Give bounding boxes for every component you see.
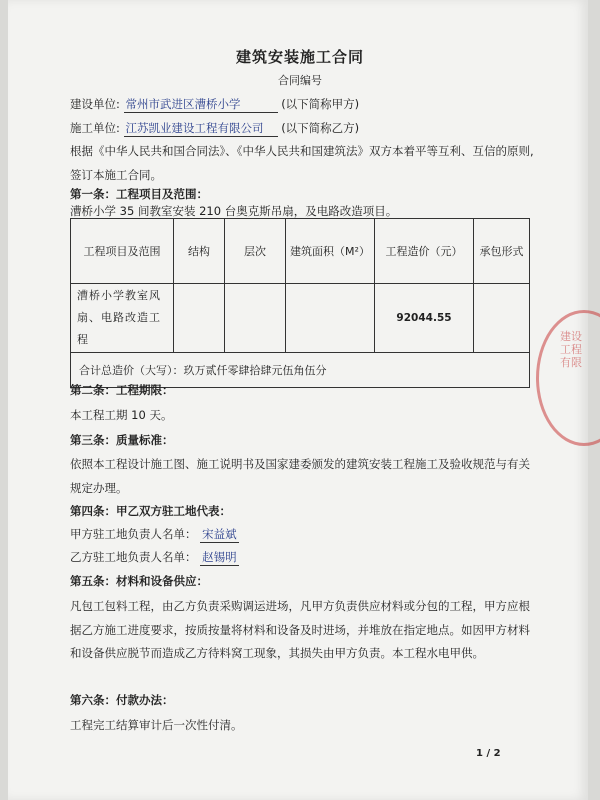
contract-type-cell [474, 284, 530, 353]
party-b-line [70, 120, 359, 137]
article-1-desc: 漕桥小学 35 间教室安装 210 台奥克斯吊扇，及电路改造项目。 [70, 204, 398, 218]
party-a-rep-name: 宋益斌 [202, 527, 237, 541]
party-b-label: 施工单位: [70, 121, 120, 135]
project-scope-table [70, 218, 530, 388]
article-5-line-1: 凡包工包料工程，由乙方负责采购调运进场，凡甲方负责供应材料或分包的工程，甲方应根 [70, 599, 530, 613]
article-4-heading: 第四条：甲乙双方驻工地代表： [70, 504, 231, 518]
article-1-heading: 第一条：工程项目及范围： [70, 187, 208, 201]
table-header-cell: 层次 [225, 219, 286, 284]
table-header-cell: 工程造价（元） [375, 219, 474, 284]
contract-number-label: 合同编号 [278, 74, 322, 87]
party-b-rep-label: 乙方驻工地负责人名单： [70, 550, 197, 564]
cost-cell: 92044.55 [375, 284, 474, 353]
total-cost-cell: 合计总造价（大写）：玖万贰仟零肆拾肆元伍角伍分 [71, 353, 530, 388]
party-a-suffix: (以下简称甲方) [281, 97, 360, 111]
project-line-2: 扇、电路改造工程 [77, 311, 161, 346]
party-a-rep-label: 甲方驻工地负责人名单： [70, 527, 197, 541]
article-5-line-3: 和设备供应脱节而造成乙方待料窝工现象，其损失由甲方负责。本工程水电甲供。 [70, 646, 484, 660]
table-header-cell: 承包形式 [474, 219, 530, 284]
party-b-rep-line [70, 549, 239, 566]
table-header-row [71, 219, 530, 284]
party-a-rep-line [70, 526, 239, 543]
party-b-name: 江苏凯业建设工程有限公司 [124, 120, 278, 137]
preamble-line-2: 签订本施工合同。 [70, 168, 162, 182]
contract-title: 建筑安装施工合同 [235, 48, 364, 66]
party-b-rep-name: 赵锡明 [202, 550, 237, 564]
project-line-1: 漕桥小学教室风 [77, 289, 161, 302]
area-cell [286, 284, 375, 353]
table-header-cell: 结构 [174, 219, 225, 284]
table-row [71, 284, 530, 353]
article-3-heading: 第三条：质量标准： [70, 433, 174, 447]
party-a-line [70, 96, 359, 113]
project-cell [71, 284, 174, 353]
table-header-cell: 建筑面积（M²） [286, 219, 375, 284]
article-2-heading: 第二条：工程期限： [70, 383, 174, 397]
article-5-line-2: 据乙方施工进度要求，按质按量将材料和设备及时进场，并堆放在指定地点。如因甲方材料 [70, 623, 530, 637]
article-2-text: 本工程工期 10 天。 [70, 408, 173, 422]
seal-text: 建设工程有限 [560, 330, 582, 369]
article-6-text: 工程完工结算审计后一次性付清。 [70, 718, 243, 732]
level-cell [225, 284, 286, 353]
table-header-cell: 工程项目及范围 [71, 219, 174, 284]
article-5-heading: 第五条：材料和设备供应： [70, 574, 208, 588]
article-3-line-1: 依照本工程设计施工图、施工说明书及国家建委颁发的建筑安装工程施工及验收规范与有关 [70, 457, 530, 471]
preamble-line-1: 根据《中华人民共和国合同法》、《中华人民共和国建筑法》双方本着平等互利、互信的原则, [70, 144, 534, 158]
party-b-suffix: (以下简称乙方) [281, 121, 360, 135]
page-number: 1 / 2 [476, 748, 501, 759]
article-3-line-2: 规定办理。 [70, 481, 128, 495]
party-a-name: 常州市武进区漕桥小学 [124, 96, 278, 113]
structure-cell [174, 284, 225, 353]
article-6-heading: 第六条：付款办法： [70, 693, 174, 707]
party-a-label: 建设单位: [70, 97, 120, 111]
